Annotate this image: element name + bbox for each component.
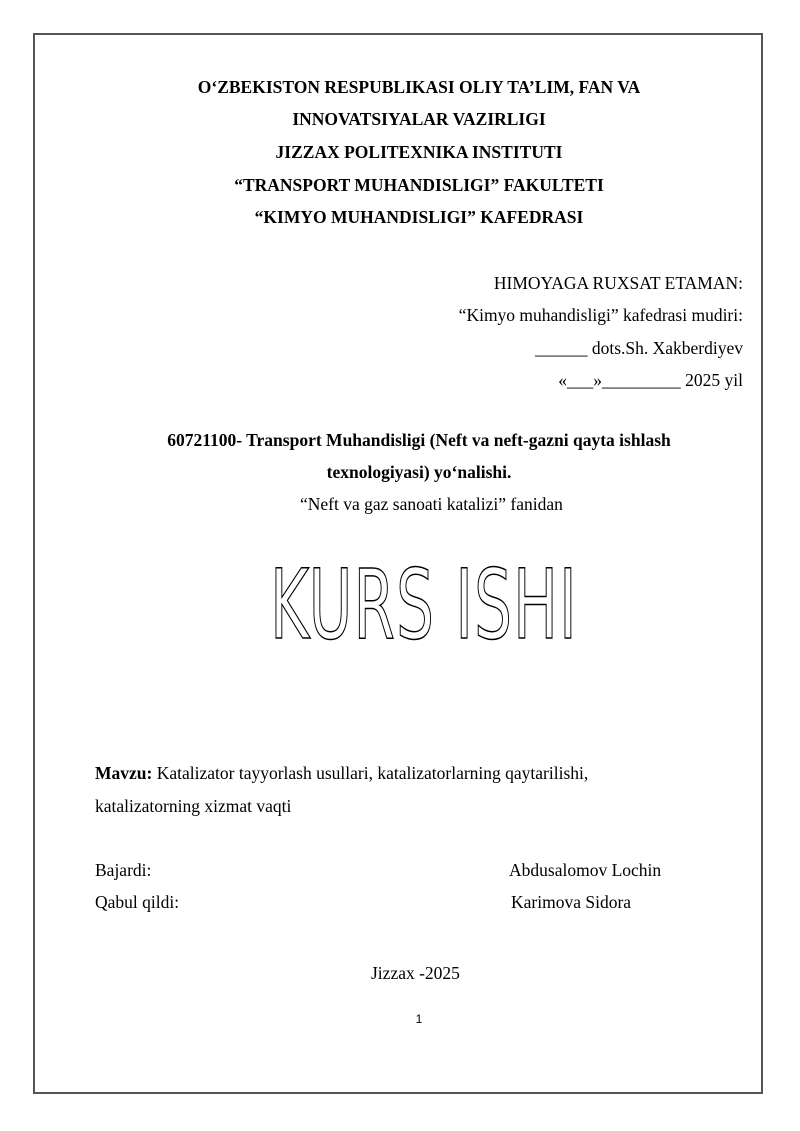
approval-date: «___»_________ 2025 yil: [558, 370, 743, 390]
accepted-label: Qabul qildi:: [95, 892, 180, 912]
city-year: Jizzax -2025: [371, 963, 460, 983]
topic-text-2: katalizatorning xizmat vaqti: [95, 796, 292, 816]
institute-name: JIZZAX POLITEXNIKA INSTITUTI: [275, 142, 563, 162]
specialty-line-2: texnologiyasi) yo‘nalishi.: [326, 462, 512, 482]
department-name: “KIMYO MUHANDISLIGI” KAFEDRASI: [254, 207, 584, 227]
page-number: 1: [415, 1012, 423, 1026]
ministry-line-1: O‘ZBEKISTON RESPUBLIKASI OLIY TA’LIM, FAN VA: [197, 77, 641, 97]
approval-signature: ______ dots.Sh. Xakberdiyev: [534, 338, 743, 358]
topic-line-1: [95, 763, 588, 784]
performed-name: Abdusalomov Lochin: [509, 860, 662, 880]
accepted-name: Karimova Sidora: [511, 892, 632, 912]
approval-title: HIMOYAGA RUXSAT ETAMAN:: [493, 273, 743, 293]
topic-label: Mavzu:: [95, 763, 153, 783]
approval-role: “Kimyo muhandisligi” kafedrasi mudiri:: [458, 305, 743, 325]
main-title: KURS ISHI: [270, 549, 578, 661]
faculty-name: “TRANSPORT MUHANDISLIGI” FAKULTETI: [234, 175, 604, 195]
specialty-line-1: 60721100- Transport Muhandisligi (Neft va neft-gazni qayta ishlash: [167, 430, 671, 450]
performed-label: Bajardi:: [95, 860, 152, 880]
ministry-line-2: INNOVATSIYALAR VAZIRLIGI: [292, 109, 546, 129]
subject-name: “Neft va gaz sanoati katalizi” fanidan: [300, 494, 563, 514]
topic-text-1: Katalizator tayyorlash usullari, katalizatorlarning qaytarilishi,: [152, 763, 589, 783]
